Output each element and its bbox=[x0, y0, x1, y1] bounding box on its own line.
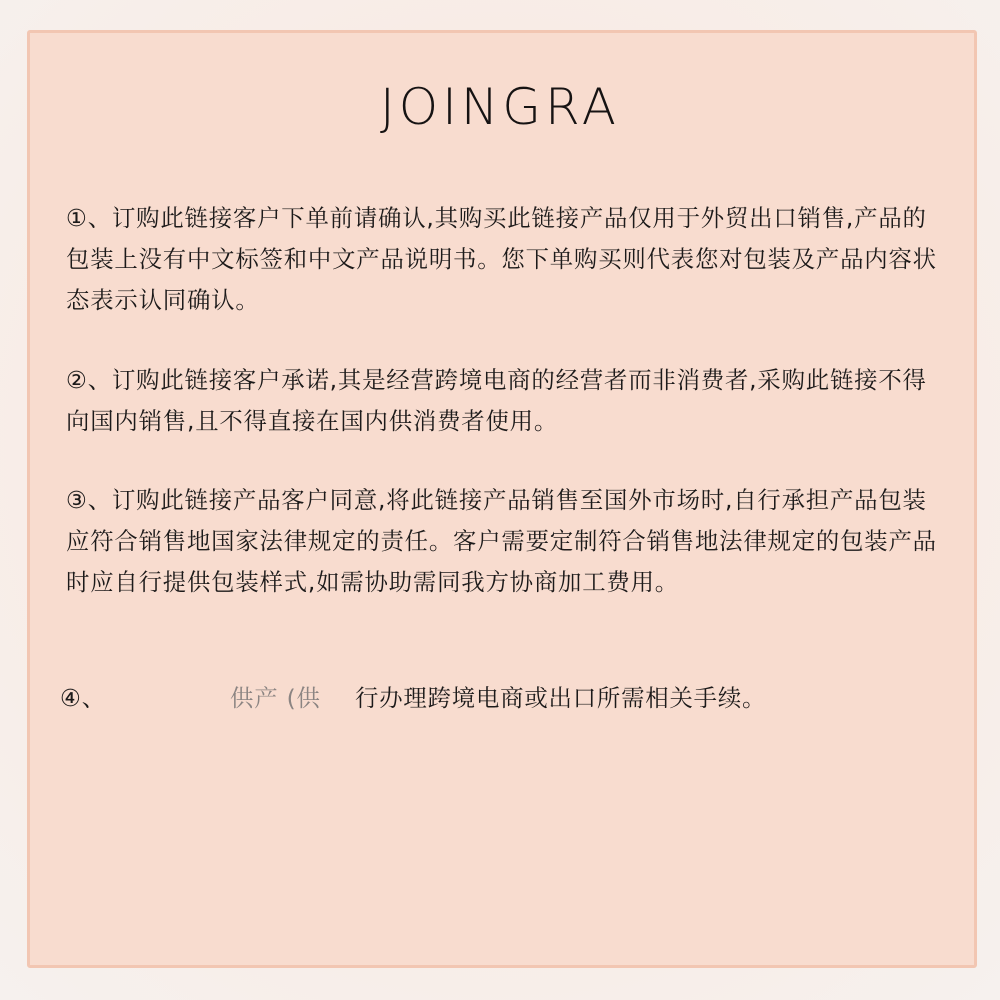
notice-paragraph-4 bbox=[60, 678, 940, 719]
notice-faded-text: 供产 (供 bbox=[230, 684, 321, 712]
brand-logo: JOINGRA bbox=[380, 78, 620, 136]
notice-text-4: 行办理跨境电商或出口所需相关手续。 bbox=[355, 684, 767, 712]
notice-paragraph-1: ①、订购此链接客户下单前请确认,其购买此链接产品仅用于外贸出口销售,产品的包装上没有中文标签和中文产品说明书。您下单购买则代表您对包装及产品内容状态表示认同确认。 bbox=[66, 204, 937, 314]
notice-paragraph-2: ②、订购此链接客户承诺,其是经营跨境电商的经营者而非消费者,采购此链接不得向国内销售,且不得直接在国内供消费者使用。 bbox=[66, 366, 927, 435]
notice-number-4: ④、 bbox=[60, 684, 106, 712]
notice-paragraph-3: ③、订购此链接产品客户同意,将此链接产品销售至国外市场时,自行承担产品包装应符合销售地国家法律规定的责任。客户需要定制符合销售地法律规定的包装产品时应自行提供包装样式,如需协助需同我方协商加工费用。 bbox=[66, 486, 937, 596]
